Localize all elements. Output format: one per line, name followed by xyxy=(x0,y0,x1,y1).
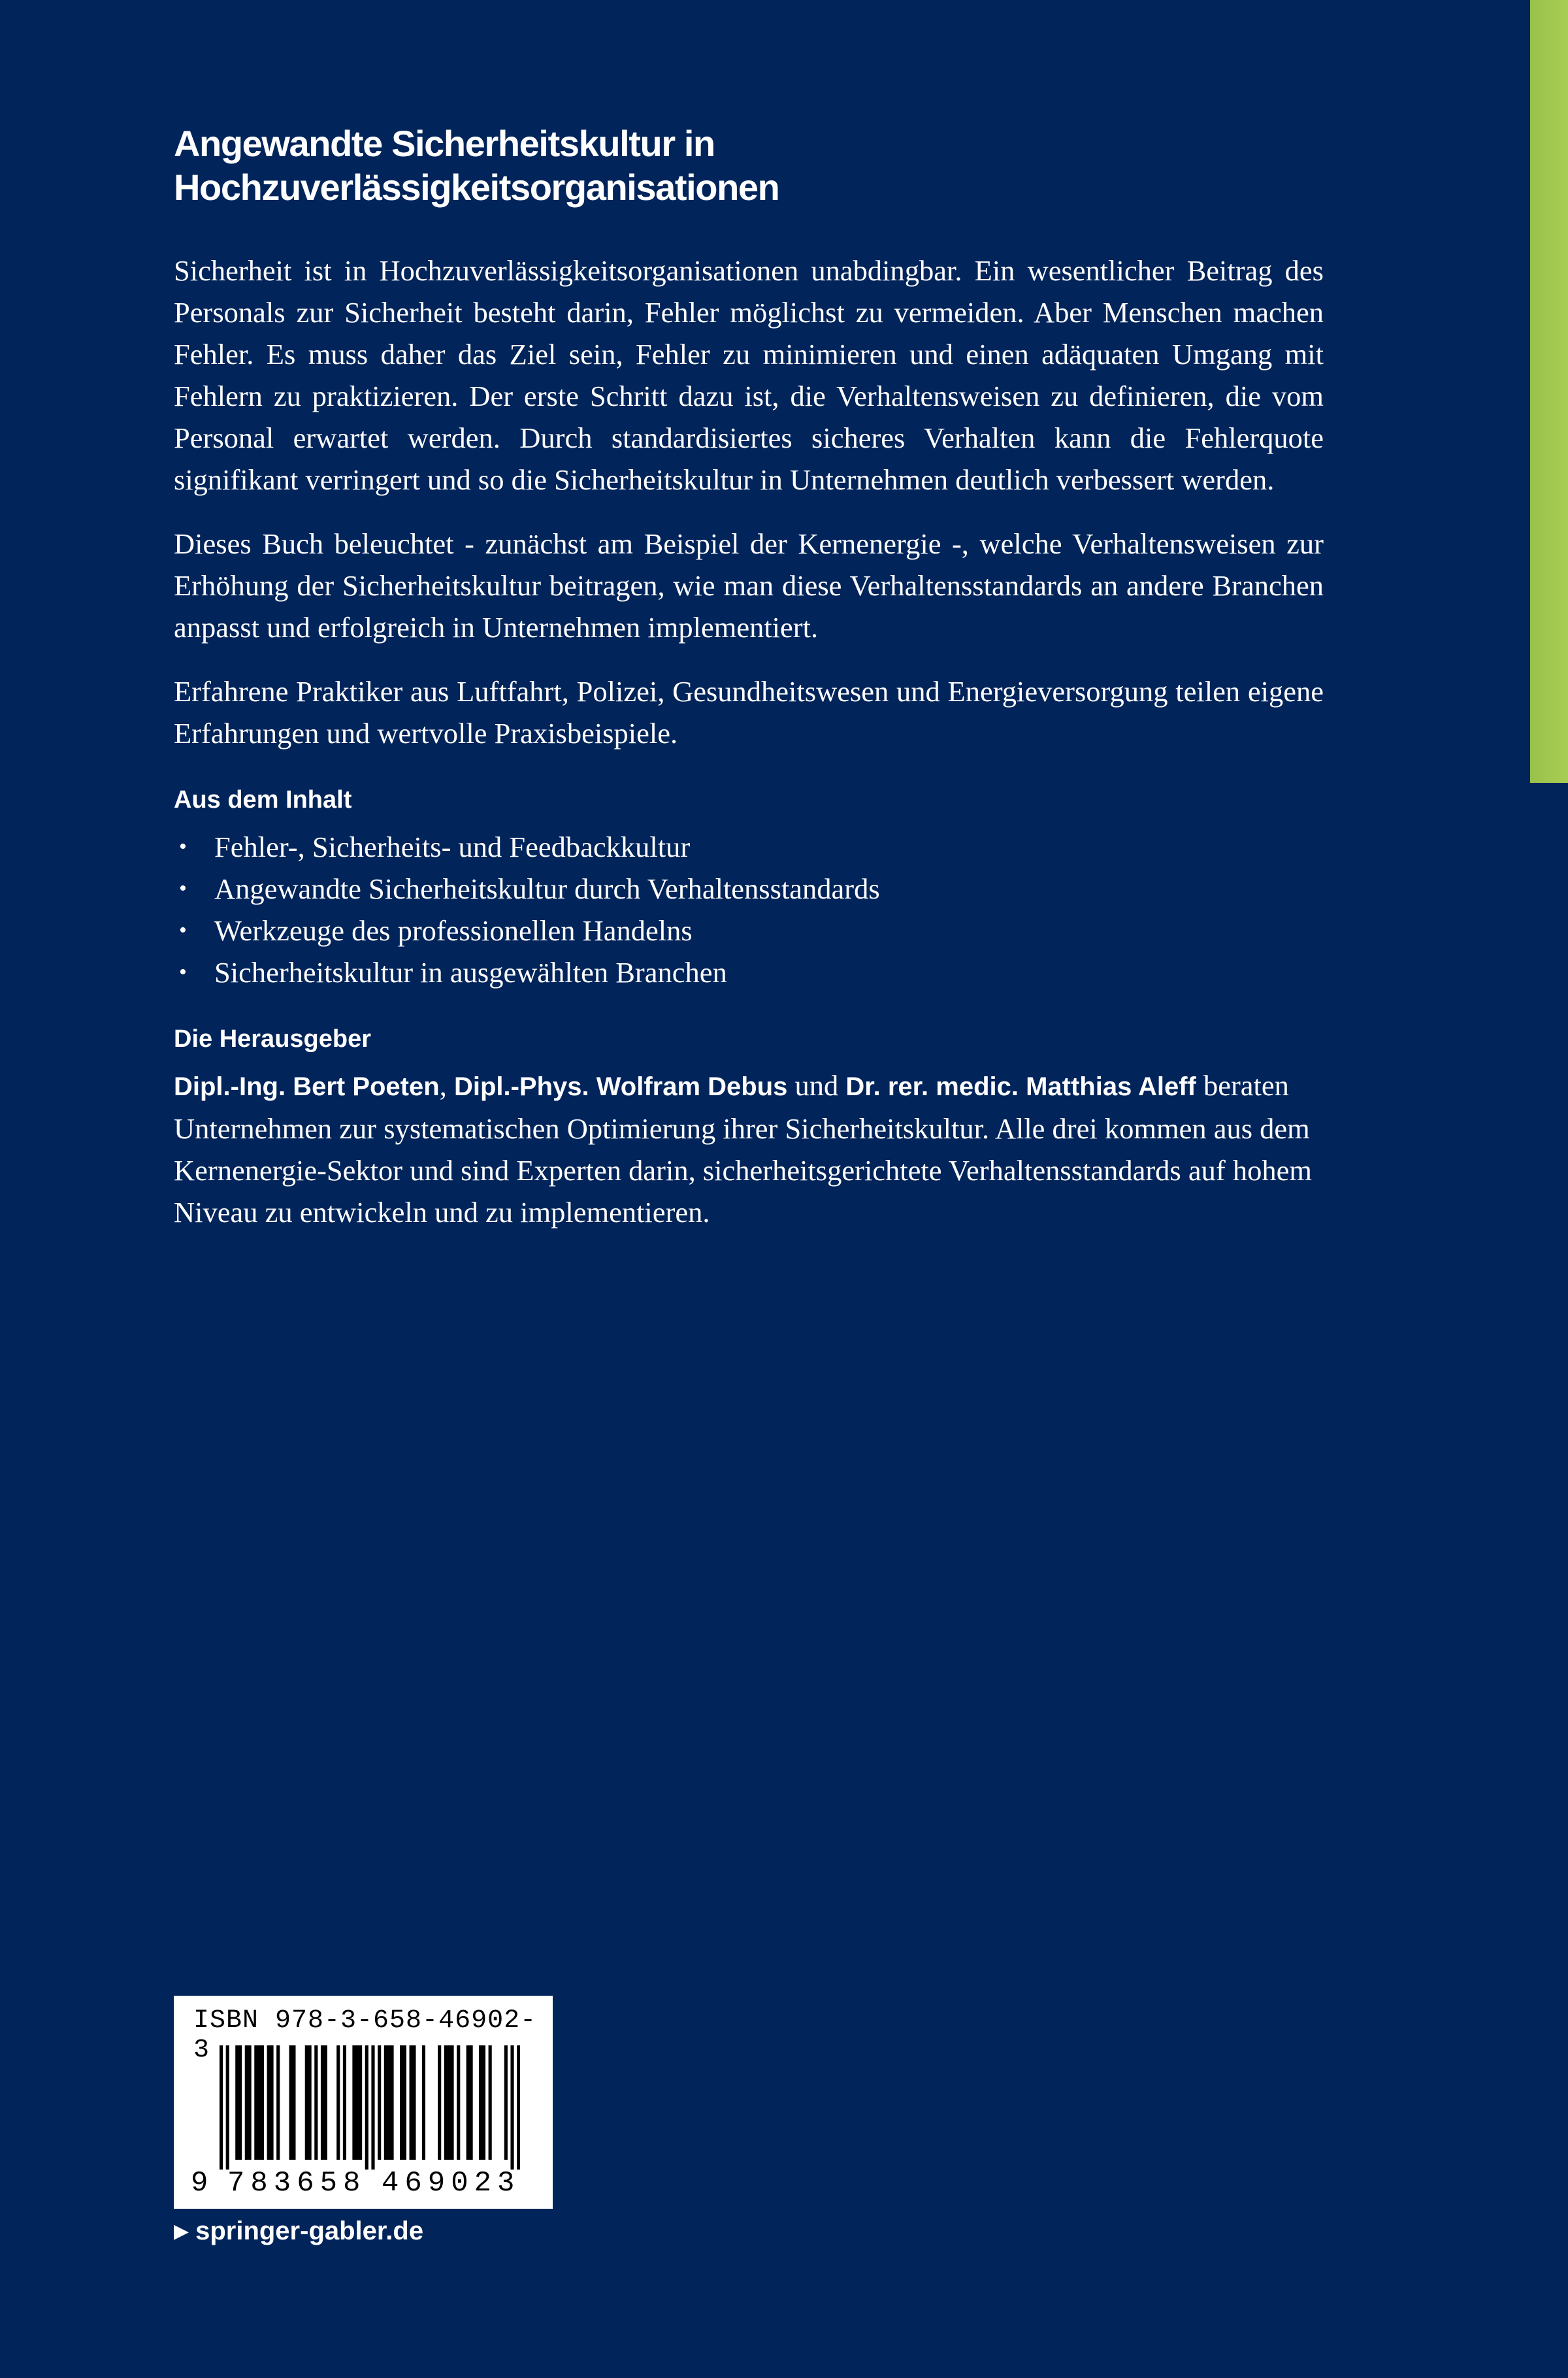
barcode-bar xyxy=(510,2045,514,2170)
barcode-digit-group-2: 469023 xyxy=(382,2167,521,2200)
barcode-bar xyxy=(355,2045,359,2160)
barcode-bar xyxy=(470,2045,473,2160)
isbn-label: ISBN 978-3-658-46902-3 xyxy=(193,2006,537,2065)
back-cover-text xyxy=(174,122,1324,1233)
accent-strip xyxy=(1530,0,1568,783)
list-item-text: Sicherheitskultur in ausgewählten Branchen xyxy=(214,955,727,989)
barcode-bar xyxy=(400,2045,403,2160)
editor-separator-2: und xyxy=(787,1069,846,1102)
barcode-bar xyxy=(245,2045,248,2160)
editor-separator-1: , xyxy=(439,1069,454,1102)
barcode-bars xyxy=(220,2045,520,2170)
barcode-bar xyxy=(267,2045,270,2160)
barcode-bar xyxy=(324,2045,327,2160)
list-item-text: Fehler-, Sicherheits- und Feedbackkultur xyxy=(214,830,691,863)
barcode-bar xyxy=(257,2045,261,2160)
barcode-bar xyxy=(238,2045,242,2160)
barcode-bar xyxy=(466,2045,470,2160)
list-item xyxy=(174,951,1324,993)
description-paragraph-1: Sicherheit ist in Hochzuverlässigkeitsorganisationen unabdingbar. Ein wesentlicher Beitrag des Personals zur Sicherheit besteht darin, Fehler möglichst zu vermeiden. Aber Menschen machen Fehler. Es muss daher das Ziel sein, Fehler zu minimieren und einen adäquaten Umgang mit Fehlern zu praktizieren. Der erste Schritt dazu ist, die Verhaltensweisen zu definieren, die vom Personal erwartet werden. Durch standardisiertes sicheres Verhalten kann die Fehlerquote signifikant verringert und so die Sicherheitskultur in Unternehmen deutlich verbessert werden. xyxy=(174,254,1324,497)
list-item xyxy=(174,868,1324,910)
barcode-digit-group-1: 783658 xyxy=(227,2167,367,2200)
list-item-text: Werkzeuge des professionellen Handelns xyxy=(214,914,693,947)
barcode-bar xyxy=(270,2045,273,2160)
barcode-bar xyxy=(438,2045,441,2160)
barcode-bar xyxy=(254,2045,257,2160)
barcode-bar xyxy=(378,2045,381,2160)
list-item xyxy=(174,826,1324,868)
barcode-bar xyxy=(448,2045,451,2160)
barcode-bar xyxy=(292,2045,295,2160)
editors-heading: Die Herausgeber xyxy=(174,1025,372,1053)
barcode-bar xyxy=(235,2045,238,2160)
isbn-barcode xyxy=(174,1996,553,2209)
barcode-digit-first: 9 xyxy=(191,2167,208,2200)
bullet-icon: • xyxy=(179,959,187,984)
barcode-bar xyxy=(276,2045,280,2160)
barcode-bar xyxy=(517,2045,520,2170)
barcode-bar xyxy=(261,2045,264,2160)
description-paragraph-3: Erfahrene Praktiker aus Luftfahrt, Polizei, Gesundheitswesen und Energieversorgung teilen eigene Erfahrungen und wertvolle Praxisbeispiele. xyxy=(174,675,1324,750)
barcode-bar xyxy=(504,2045,508,2160)
contents-heading: Aus dem Inhalt xyxy=(174,786,352,814)
editor-name-2: Dipl.-Phys. Wolfram Debus xyxy=(453,1072,788,1102)
barcode-bar xyxy=(336,2045,340,2160)
barcode-bar xyxy=(321,2045,324,2160)
barcode-bar xyxy=(422,2045,425,2160)
barcode-bar xyxy=(352,2045,355,2160)
bullet-icon: • xyxy=(179,917,187,942)
barcode-bar xyxy=(412,2045,416,2160)
barcode-bar xyxy=(343,2045,346,2160)
barcode-bar xyxy=(410,2045,413,2160)
barcode-bar xyxy=(220,2045,223,2170)
bullet-icon: • xyxy=(179,834,187,859)
barcode-digits xyxy=(191,2167,524,2200)
barcode-bar xyxy=(482,2045,485,2160)
barcode-bar xyxy=(289,2045,293,2160)
barcode-bar xyxy=(305,2045,308,2160)
description-paragraph-2: Dieses Buch beleuchtet - zunächst am Beispiel der Kernenergie -, welche Verhaltensweisen zur Erhöhung der Sicherheitskultur beitragen, wie man diese Verhaltensstandards an andere Branchen anpasst und erfolgreich in Unternehmen implementiert. xyxy=(174,527,1324,644)
barcode-bar xyxy=(308,2045,312,2160)
book-title: Angewandte Sicherheitskultur in Hochzuverlässigkeitsorganisationen xyxy=(174,123,779,208)
barcode-bar xyxy=(457,2045,460,2160)
editors-bio-text: beraten Unternehmen zur systematischen Optimierung ihrer Sicherheitskultur. Alle drei kommen aus dem Kernenergie-Sektor und sind Experten darin, sicherheitsgerichtete Verhaltensstandards auf hohem Niveau zu entwickeln und zu implementieren. xyxy=(174,1069,1312,1229)
barcode-bar xyxy=(390,2045,393,2160)
barcode-bar xyxy=(365,2045,368,2170)
list-item xyxy=(174,910,1324,951)
barcode-bar xyxy=(387,2045,391,2160)
bullet-icon: • xyxy=(179,876,187,900)
barcode-bar xyxy=(226,2045,229,2170)
publisher-website: springer-gabler.de xyxy=(195,2217,424,2245)
barcode-bar xyxy=(384,2045,387,2160)
editor-name-3: Dr. rer. medic. Matthias Aleff xyxy=(845,1072,1196,1102)
editors-bio xyxy=(174,1065,1324,1233)
barcode-bar xyxy=(359,2045,362,2160)
barcode-bar xyxy=(479,2045,482,2160)
barcode-bar xyxy=(248,2045,252,2160)
publisher-link[interactable] xyxy=(174,2217,423,2246)
contents-list xyxy=(174,826,1324,993)
editor-name-1: Dipl.-Ing. Bert Poeten xyxy=(174,1072,440,1102)
arrow-right-icon: ▶ xyxy=(174,2221,189,2242)
barcode-bar xyxy=(444,2045,448,2160)
barcode-bar xyxy=(371,2045,374,2170)
list-item-text: Angewandte Sicherheitskultur durch Verhaltensstandards xyxy=(214,872,880,905)
barcode-bar xyxy=(403,2045,406,2160)
barcode-bar xyxy=(489,2045,492,2160)
barcode-bar xyxy=(314,2045,318,2160)
barcode-bar xyxy=(450,2045,453,2160)
